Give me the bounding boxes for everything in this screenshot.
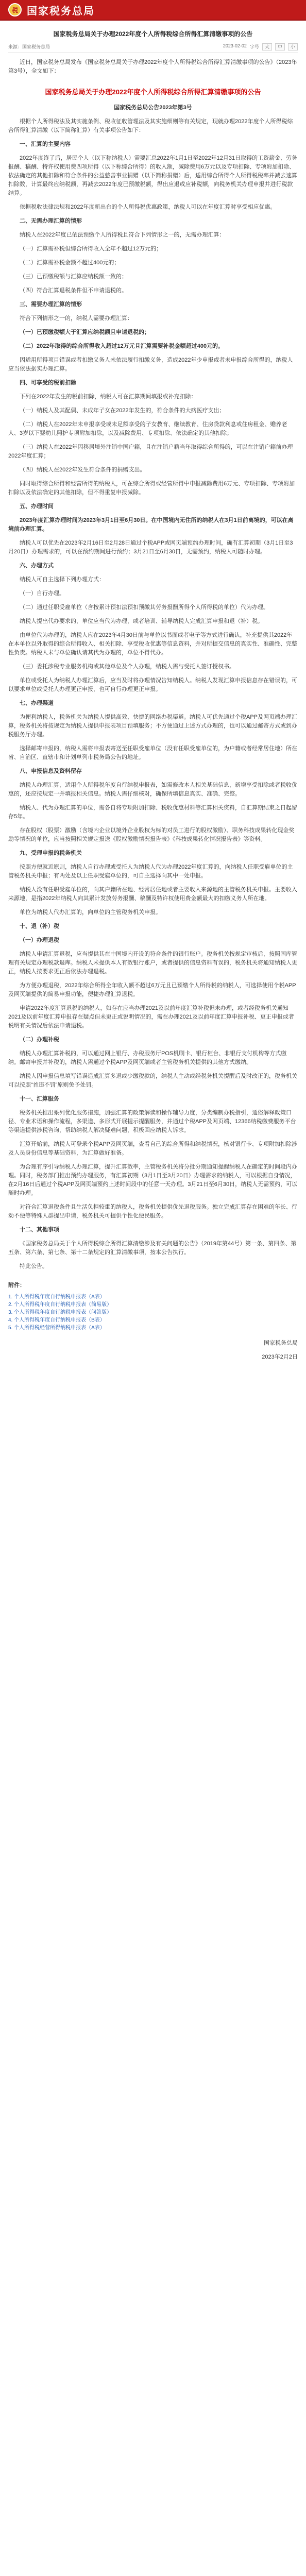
font-large-button[interactable]: 大 <box>262 43 272 50</box>
intro-paragraph: 近日，国家税务总局发布《国家税务总局关于办理2022年度个人所得税综合所得汇算清缴事项的公告》（2023年第3号），全文如下： <box>8 59 297 74</box>
attachment-link[interactable]: 1. 个人所得税年度自行纳税申报表（A表） <box>8 1294 105 1300</box>
attachment-link[interactable]: 3. 个人所得税年度自行纳税申报表（问答版） <box>8 1310 112 1315</box>
section-11-paragraph: 对符合汇算退税条件且生活负担较重的纳税人，税务机关提供优先退税服务。独立完成汇算存在困难的年长、行动不便等特殊人群提出申请，税务机关可提供个性化便民服务。 <box>8 1204 297 1219</box>
article-body <box>8 58 298 1362</box>
section-4-item: （一）纳税人及其配偶、未成年子女在2022年发生的，符合条件的大病医疗支出； <box>20 408 225 414</box>
meta-right <box>223 43 298 50</box>
section-4-item: （三）纳税人在2022年因移居境外注销中国户籍，且在注销户籍当年取得综合所得的，可以在注销户籍前办理2022年度汇算； <box>8 444 293 459</box>
section-10-paragraph: 为方便办理退税，2022年综合所得全年收入额不超过6万元且已预缴个人所得税的纳税人，可选择使用个税APP及网页端提供的简易申报功能，便捷办理汇算退税。 <box>8 982 296 997</box>
section-8-paragraph: 纳税人、代为办理汇算的单位，需各自将专项附加扣除、税收优惠材料等汇算相关资料，自汇算期结束之日起留存5年。 <box>8 805 297 820</box>
section-1-paragraph: 2022年度终了后，居民个人（以下称纳税人）需要汇总2022年1月1日至2022年12月31日取得的工资薪金、劳务报酬、稿酬、特许权使用费四项所得（以下称综合所得）的收入额，减除费用6万元以及专项扣除、专项附加扣除、依法确定的其他扣除和符合条件的公益慈善事业捐赠（以下简称捐赠）后，适用综合所得个人所得税税率并减去速算扣除数，计算最终应纳税额，再减去2022年度已预缴税额，得出应退或应补税额，向税务机关办理申报并进行税款结算。 <box>8 155 298 196</box>
section-12-paragraph: 《国家税务总局关于个人所得税综合所得汇算清缴涉及有关问题的公告》（2019年第44号）第一条、第四条、第五条、第六条、第七条、第十二条规定的汇算清缴事项，按本公告执行。 <box>8 1241 297 1256</box>
announcement-number: 国家税务总局公告2023年第3号 <box>114 105 192 111</box>
section-7-paragraph: 选择邮寄申报的，纳税人需将申报表寄送至任职受雇单位（没有任职受雇单位的，为户籍或者经常居住地）所在省、自治区、直辖市和计划单列市税务局公告的地址。 <box>8 745 297 760</box>
section-11-paragraph: 为合理有序引导纳税人办理汇算，提升汇算效率，主管税务机关将分批分期通知提醒纳税人在确定的时间段内办理。同时，税务部门推出预约办理服务，有汇算初期（3月1日至3月20日）办理需求的纳税人，可以根据自身情况，在2月16日后通过个税APP及网页端预约上述时间段中的任意一天办理。3月21日至6月30日，纳税人无需预约，可以随时办理。 <box>8 1164 298 1196</box>
attachment-link[interactable]: 2. 个人所得税年度自行纳税申报表（简易版） <box>8 1302 112 1308</box>
site-header <box>0 0 306 21</box>
section-4-intro: 下列在2022年发生的税前扣除，纳税人可在汇算期间填报或补充扣除： <box>20 394 197 400</box>
page-title: 国家税务总局关于办理2022年度个人所得税综合所得汇算清缴事项的公告 <box>53 30 253 38</box>
signature-org: 国家税务总局 <box>264 1340 298 1346</box>
section-1-heading: 一、汇算的主要内容 <box>20 141 71 147</box>
section-10-subheading: （一）办理退税 <box>20 937 59 943</box>
section-2-item: （二）汇算需补税金额不超过400元的； <box>20 260 120 266</box>
section-8-heading: 八、申报信息及资料留存 <box>20 768 82 774</box>
section-6-intro: 纳税人可自主选择下列办理方式： <box>20 577 105 583</box>
section-6-note: 纳税人提出代办要求的，单位应当代为办理，或者培训、辅导纳税人完成汇算申报和退（补）税。 <box>20 618 263 624</box>
attachments-title: 附件： <box>8 1282 25 1289</box>
section-3-item: （一）已预缴税额大于汇算应纳税额且申请退税的； <box>20 329 150 335</box>
section-10-paragraph: 纳税人申请汇算退税，应当提供其在中国境内开设的符合条件的银行账户。税务机关按规定审核后，按照国库管理有关规定办理税款退库。纳税人未提供本人有效银行账户，或者提供的信息资料有误的，税务机关将通知纳税人更正，纳税人按要求更正后依法办理退税。 <box>8 951 297 975</box>
section-8-paragraph: 纳税人办理汇算，适用个人所得税年度自行纳税申报表，如需修改本人相关基础信息，新增享受扣除或者税收优惠的，还应按规定一并填报相关信息。纳税人需仔细核对，确保所填信息真实、准确、完整。 <box>8 782 297 797</box>
section-2-item: （四）符合汇算退税条件但不申请退税的。 <box>20 287 127 294</box>
section-11-paragraph: 汇算开始前，纳税人可登录个税APP及网页端，查看自己的综合所得和纳税情况，核对银行卡、专项附加扣除涉及人员身份信息等基础资料，为汇算做好准备。 <box>8 1141 298 1156</box>
section-4-note: 同时取得综合所得和经营所得的纳税人，可在综合所得或经营所得中申报减除费用6万元、专项扣除、专项附加扣除以及依法确定的其他扣除，但不得重复申报减除。 <box>8 481 295 496</box>
font-small-button[interactable]: 小 <box>288 43 298 50</box>
section-6-heading: 六、办理方式 <box>20 563 54 569</box>
section-2-item: （一）汇算需补税但综合所得收入全年不超过12万元的； <box>20 246 162 252</box>
article-header <box>8 21 298 53</box>
section-12-heading: 十二、其他事项 <box>20 1227 59 1233</box>
emblem-glyph: 税 <box>11 6 18 14</box>
section-10-paragraph: 纳税人办理汇算补税的，可以通过网上银行、办税服务厅POS机刷卡、银行柜台、非银行支付机构等方式缴纳。邮寄申报并补税的，纳税人需通过个税APP及网页端或者主管税务机关提供的其他方式缴纳。 <box>8 1050 287 1065</box>
section-3-intro: 符合下列情形之一的，纳税人需要办理汇算： <box>20 315 133 321</box>
attachments-list <box>8 1281 298 1332</box>
section-6-item: （三）委托涉税专业服务机构或其他单位及个人办理，纳税人需与受托人签订授权书。 <box>20 664 235 670</box>
section-6-item: （一）自行办理。 <box>20 590 65 597</box>
section-10-paragraph: 申请2022年度汇算退税的纳税人，如存在应当办理2021及以前年度汇算补税但未办理，或者经税务机关通知2021及以前年度汇算申报存在疑点但未更正或说明情况的，需在办理2021及以前年度汇算申报补税、更正申报或者说明有关情况后依法申请退税。 <box>8 1005 294 1029</box>
font-size-label: 字号 <box>249 44 259 49</box>
section-9-paragraph: 按照方便就近原则，纳税人自行办理或受托人为纳税人代为办理2022年度汇算的，向纳税人任职受雇单位的主管税务机关申报；有两处及以上任职受雇单位的，可自主选择向其中一处申报。 <box>8 864 293 879</box>
section-7-paragraph: 为便利纳税人，税务机关为纳税人提供高效、快捷的网络办税渠道。纳税人可优先通过个税APP及网页端办理汇算，税务机关将按规定为纳税人提供申报表项目预填服务；不方便通过上述方式办理的，也可以通过邮寄方式或到办税服务厅办理。 <box>8 714 298 738</box>
article-date: 2023-02-02 <box>223 43 247 48</box>
article-meta <box>8 43 298 50</box>
section-6-note: 由单位代为办理的，纳税人应在2023年4月30日前与单位以书面或者电子等方式进行确认，补充提供其2022年在本单位以外取得的综合所得收入、相关扣除、享受税收优惠等信息资料，并对所提交信息的真实性、准确性、完整性负责。纳税人未与单位确认请其代为办理的，单位不得代办。 <box>8 632 297 656</box>
section-7-heading: 七、办理渠道 <box>20 700 54 706</box>
opening-paragraph: 根据个人所得税法及其实施条例、税收征收管理法及其实施细则等有关规定，现就办理2022年度个人所得税综合所得汇算清缴（以下简称汇算）有关事项公告如下： <box>8 118 293 133</box>
section-3-heading: 三、需要办理汇算的情形 <box>20 301 82 308</box>
emblem-icon <box>8 3 22 16</box>
section-5-heading: 五、办理时间 <box>20 503 54 510</box>
section-9-paragraph: 单位为纳税人代办汇算的，向单位的主管税务机关申报。 <box>20 909 161 916</box>
section-6-item: （二）通过任职受雇单位（含按累计预扣法预扣预缴其劳务报酬所得个人所得税的单位）代为办理。 <box>20 604 269 611</box>
section-3-item: （二）2022年取得的综合所得收入超过12万元且汇算需要补税金额超过400元的。 <box>20 343 224 349</box>
announcement-title: 国家税务总局关于办理2022年度个人所得税综合所得汇算清缴事项的公告 <box>45 88 261 96</box>
section-6-note: 单位或受托人为纳税人办理汇算后，应当及时将办理情况告知纳税人。纳税人发现汇算申报信息存在错误的，可以要求单位或受托人办理更正申报，也可自行办理更正申报。 <box>8 677 297 692</box>
section-11-heading: 十一、汇算服务 <box>20 1096 59 1102</box>
section-9-heading: 九、受理申报的税务机关 <box>20 850 82 856</box>
article-source: 来源：国家税务总局 <box>8 44 50 49</box>
site-logo-text[interactable]: 国家税务总局 <box>27 5 95 17</box>
attachment-link[interactable]: 5. 个人所得税经营所得纳税申报表（A表） <box>8 1325 105 1331</box>
section-1-paragraph: 依据税收法律法规和2022年度新出台的个人所得税优惠政策，纳税人可以在年度汇算时享受相应优惠。 <box>20 204 276 210</box>
footer-spacer <box>8 1367 298 1403</box>
section-10-heading: 十、退（补）税 <box>20 923 59 929</box>
section-5-paragraph: 纳税人可以优先在2023年2月16日至2月28日通过个税APP或网页端预约办理时间，确有汇算初期（3月1日至3月20日）办理需求的，可以在预约期间进行预约；3月21日至6月30日，无需预约，纳税人可随时办理。 <box>8 540 293 555</box>
section-12-paragraph: 特此公告。 <box>20 1263 48 1269</box>
section-4-item: （四）纳税人在2022年发生符合条件的捐赠支出。 <box>20 467 146 473</box>
attachment-link[interactable]: 4. 个人所得税年度自行纳税申报表（B表） <box>8 1317 105 1323</box>
section-4-item: （二）纳税人在2022年未申报享受或未足额享受的子女教育、继续教育、住房贷款利息或住房租金、赡养老人、3岁以下婴幼儿照护专项附加扣除，以及减除费用、专项扣除、依法确定的其他扣除； <box>8 421 287 436</box>
section-10-paragraph: 纳税人因申报信息填写错误造成汇算多退或少缴税款的，纳税人主动或经税务机关提醒后及时改正的，税务机关可以按照“首违不罚”原则免予处罚。 <box>8 1073 297 1088</box>
section-5-paragraph: 2023年度汇算办理时间为2023年3月1日至6月30日。在中国境内无住所的纳税人在3月1日前离境的，可以在离境前办理汇算。 <box>8 517 294 532</box>
section-2-intro: 纳税人在2022年度已依法预缴个人所得税且符合下列情形之一的，无需办理汇算： <box>20 232 225 238</box>
section-10-subheading: （二）办理补税 <box>20 1037 59 1043</box>
signature-date: 2023年2月2日 <box>262 1354 298 1360</box>
section-4-heading: 四、可享受的税前扣除 <box>20 380 76 386</box>
section-9-paragraph: 纳税人没有任职受雇单位的，向其户籍所在地、经常居住地或者主要收入来源地的主管税务机关申报。主要收入来源地，是指2022年纳税人向其累计发放劳务报酬、稿酬及特许权使用费金额最大的扣缴义务人所在地。 <box>8 887 297 902</box>
font-medium-button[interactable]: 中 <box>275 43 285 50</box>
section-2-heading: 二、无需办理汇算的情形 <box>20 218 82 224</box>
section-8-paragraph: 存在股权（股票）激励（含境内企业以境外企业股权为标的对员工进行的股权激励）、职务科技成果转化现金奖励等情况的单位，应当按照相关规定报送《股权激励情况报告表》《科技成果转化情况报告表》等资料。 <box>8 827 295 842</box>
section-11-paragraph: 税务机关推出系列优化服务措施，加强汇算的政策解读和操作辅导力度，分类编制办税指引，通俗解释政策口径、专业术语和操作流程，多渠道、多形式开展提示提醒服务，并通过个税APP及网页端、12366纳税缴费服务平台等渠道提供涉税咨询，帮助纳税人解决疑难问题，积极回应纳税人诉求。 <box>8 1110 296 1133</box>
section-3-note: 因适用所得项目错误或者扣缴义务人未依法履行扣缴义务，造成2022年少申报或者未申报综合所得的，纳税人应当依法据实办理汇算。 <box>8 357 293 372</box>
section-2-item: （三）已预缴税额与汇算应纳税额一致的； <box>20 274 127 280</box>
